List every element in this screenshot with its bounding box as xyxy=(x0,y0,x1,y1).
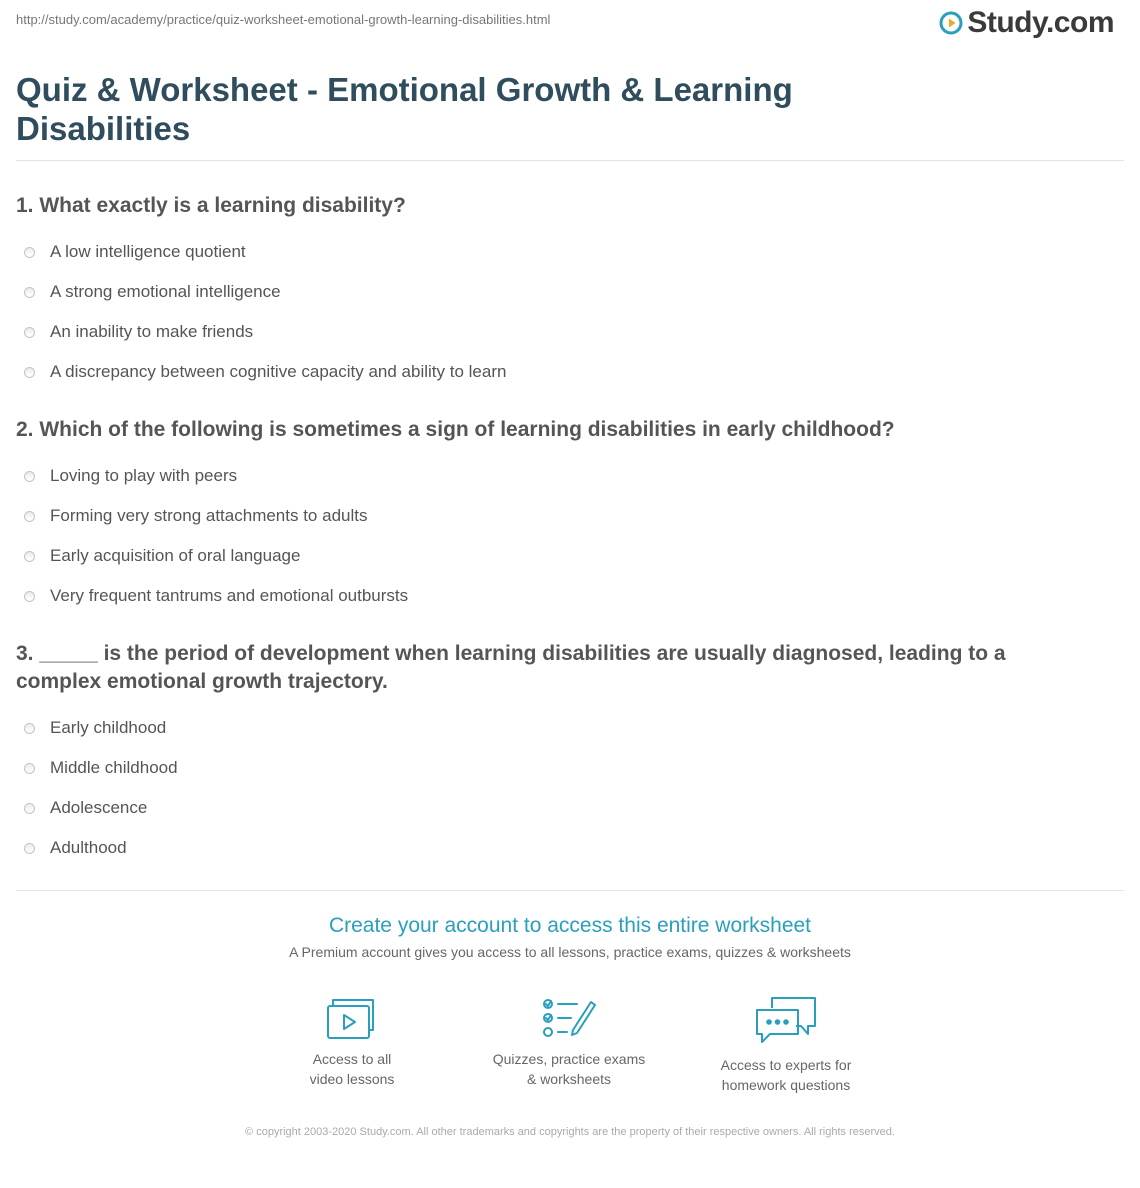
feature-quizzes xyxy=(469,996,669,1089)
answer-label: A strong emotional intelligence xyxy=(50,282,281,301)
radio-button[interactable] xyxy=(24,327,35,338)
radio-button[interactable] xyxy=(24,763,35,774)
copyright-footer: © copyright 2003-2020 Study.com. All other trademarks and copyrights are the property of their respective owners. All rights reserved. xyxy=(245,1126,895,1138)
study-logo[interactable] xyxy=(939,6,1114,40)
feature-video-lessons xyxy=(252,996,452,1089)
page-title: Quiz & Worksheet - Emotional Growth & Learning Disabilities xyxy=(16,71,793,147)
answer-choice[interactable] xyxy=(16,456,1096,496)
answer-label: Very frequent tantrums and emotional outbursts xyxy=(50,586,409,605)
top-bar xyxy=(0,0,1140,44)
radio-button[interactable] xyxy=(24,367,35,378)
answer-choice[interactable] xyxy=(16,536,1096,576)
answer-list xyxy=(16,232,1096,392)
answer-label: Middle childhood xyxy=(50,758,178,777)
question-3 xyxy=(16,640,1096,868)
chat-bubbles-icon xyxy=(754,996,818,1046)
answer-choice[interactable] xyxy=(16,272,1096,312)
answer-label: Forming very strong attachments to adults xyxy=(50,506,368,525)
answer-label: Adulthood xyxy=(50,838,127,857)
answer-choice[interactable] xyxy=(16,232,1096,272)
radio-button[interactable] xyxy=(24,551,35,562)
answer-label: A low intelligence quotient xyxy=(50,242,246,261)
answer-label: A discrepancy between cognitive capacity and ability to learn xyxy=(50,362,507,381)
quiz-divider xyxy=(16,890,1124,891)
radio-button[interactable] xyxy=(24,287,35,298)
radio-button[interactable] xyxy=(24,803,35,814)
answer-label: Adolescence xyxy=(50,798,148,817)
feature-text: Quizzes, practice exams & worksheets xyxy=(492,1051,646,1087)
answer-choice[interactable] xyxy=(16,312,1096,352)
radio-button[interactable] xyxy=(24,723,35,734)
create-account-link[interactable]: Create your account to access this entire worksheet xyxy=(328,914,812,937)
quiz-checklist-icon xyxy=(541,996,597,1040)
question-1 xyxy=(16,192,1096,392)
question-text: 3. _____ is the period of development when learning disabilities are usually diagnosed, leading to a complex emotional growth trajectory. xyxy=(16,642,1006,693)
logo-text: Study.com xyxy=(967,6,1114,39)
answer-list xyxy=(16,708,1096,868)
radio-button[interactable] xyxy=(24,247,35,258)
question-2 xyxy=(16,416,1096,616)
answer-choice[interactable] xyxy=(16,352,1096,392)
answer-label: Early childhood xyxy=(50,718,167,737)
play-circle-logo-icon xyxy=(939,11,963,35)
signup-cta xyxy=(0,914,1140,960)
answer-list xyxy=(16,456,1096,616)
cta-subheading: A Premium account gives you access to all lessons, practice exams, quizzes & worksheets xyxy=(289,944,851,960)
video-lesson-icon xyxy=(326,996,378,1040)
title-divider xyxy=(16,160,1124,161)
answer-choice[interactable] xyxy=(16,748,1096,788)
radio-button[interactable] xyxy=(24,511,35,522)
radio-button[interactable] xyxy=(24,843,35,854)
answer-choice[interactable] xyxy=(16,576,1096,616)
question-text: 1. What exactly is a learning disability? xyxy=(16,194,406,217)
feature-text: Access to experts for homework questions xyxy=(720,1057,852,1093)
radio-button[interactable] xyxy=(24,591,35,602)
feature-text: Access to all video lessons xyxy=(309,1051,395,1087)
answer-label: Early acquisition of oral language xyxy=(50,546,301,565)
page-url: http://study.com/academy/practice/quiz-worksheet-emotional-growth-learning-disabilities.html xyxy=(16,12,551,27)
feature-experts xyxy=(686,996,886,1095)
radio-button[interactable] xyxy=(24,471,35,482)
answer-choice[interactable] xyxy=(16,496,1096,536)
answer-choice[interactable] xyxy=(16,788,1096,828)
answer-choice[interactable] xyxy=(16,708,1096,748)
answer-choice[interactable] xyxy=(16,828,1096,868)
answer-label: An inability to make friends xyxy=(50,322,254,341)
question-text: 2. Which of the following is sometimes a sign of learning disabilities in early childhood? xyxy=(16,418,895,441)
answer-label: Loving to play with peers xyxy=(50,466,238,485)
